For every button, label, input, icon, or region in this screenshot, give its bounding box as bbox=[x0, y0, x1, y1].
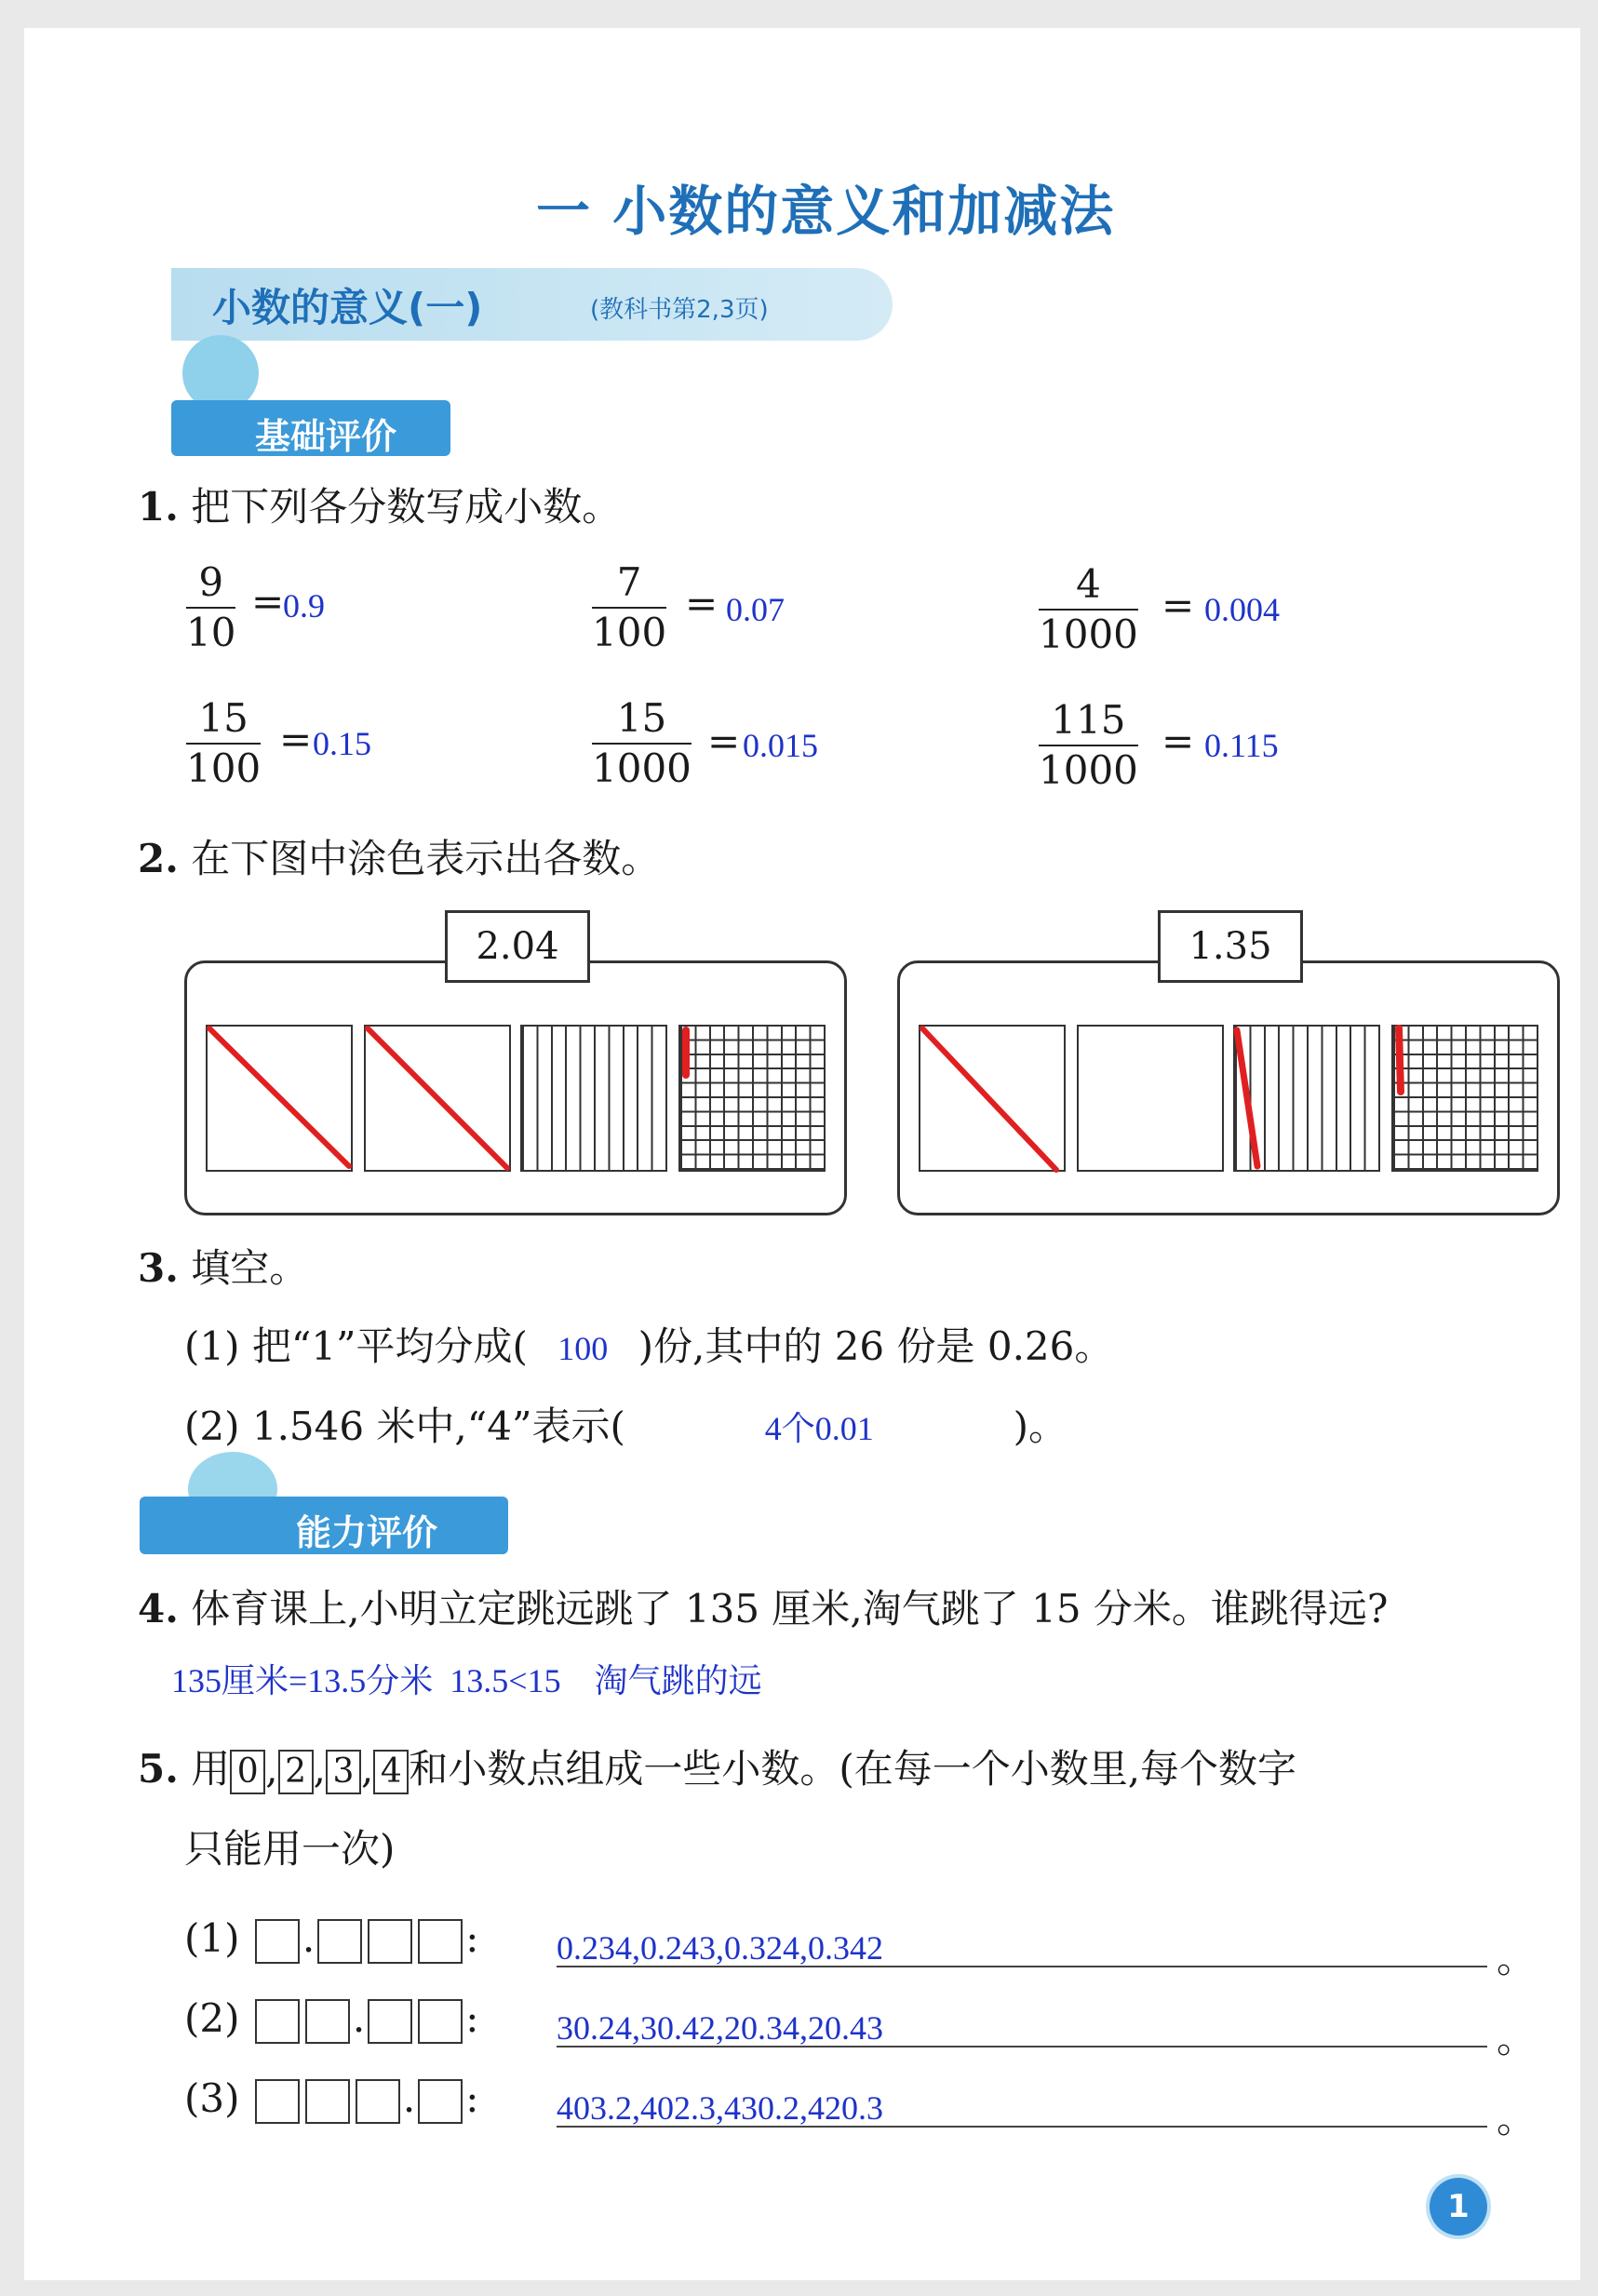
question-2 bbox=[138, 828, 660, 884]
equals-sign: = bbox=[1162, 718, 1195, 764]
equals-sign: = bbox=[685, 581, 718, 626]
question-2-text: 在下图中涂色表示出各数。 bbox=[191, 836, 661, 881]
digit-slot bbox=[305, 2079, 350, 2124]
equals-sign: = bbox=[707, 718, 741, 764]
basic-evaluation-badge bbox=[171, 400, 450, 456]
red-stroke-mark bbox=[209, 1028, 349, 1166]
digit-slot bbox=[305, 1999, 350, 2044]
question-5-suffix: 和小数点组成一些小数。(在每一个小数里,每个数字 bbox=[409, 1746, 1297, 1792]
number-label-left: 2.04 bbox=[445, 910, 590, 983]
ability-evaluation-label: 能力评价 bbox=[296, 1512, 438, 1553]
colon: : bbox=[465, 2075, 479, 2121]
end-mark: 。 bbox=[1497, 1936, 1537, 1981]
digit-slot bbox=[368, 1919, 412, 1964]
comma: , bbox=[360, 1746, 374, 1792]
fraction-1-answer: 0.9 bbox=[283, 587, 325, 624]
question-3-part-2 bbox=[184, 1396, 1068, 1452]
digit-slot bbox=[255, 2079, 300, 2124]
digit-slot bbox=[255, 1999, 300, 2044]
digit-card: 0 bbox=[230, 1750, 265, 1794]
question-2-number: 2. bbox=[138, 836, 179, 881]
question-4-number: 4. bbox=[138, 1586, 179, 1631]
red-stroke-mark bbox=[922, 1028, 1056, 1170]
fraction-1-numerator: 9 bbox=[186, 558, 235, 609]
section-title: 小数的意义(一) bbox=[212, 285, 483, 330]
comma: , bbox=[313, 1746, 326, 1792]
equals-sign: = bbox=[279, 717, 313, 762]
digit-slot bbox=[418, 2079, 463, 2124]
grid-panel-left bbox=[184, 960, 847, 1215]
fraction-4-denominator: 100 bbox=[186, 745, 262, 791]
question-5-part-3-answer: 403.2,402.3,430.2,420.3 bbox=[557, 2089, 883, 2127]
fraction-6-numerator: 115 bbox=[1039, 696, 1138, 746]
digit-slot bbox=[418, 1999, 463, 2044]
fraction-3 bbox=[1039, 560, 1138, 659]
digit-slot bbox=[368, 1999, 412, 2044]
end-mark: 。 bbox=[1497, 2096, 1537, 2142]
fraction-3-answer: 0.004 bbox=[1204, 591, 1280, 628]
fraction-5-numerator: 15 bbox=[592, 694, 692, 745]
digit-card: 4 bbox=[373, 1750, 409, 1794]
colon: : bbox=[465, 1915, 479, 1961]
fraction-5-answer: 0.015 bbox=[743, 727, 818, 764]
equals-sign: = bbox=[251, 579, 285, 624]
fraction-3-numerator: 4 bbox=[1039, 560, 1138, 611]
question-5-part-3 bbox=[184, 2075, 1537, 2142]
fraction-4 bbox=[186, 694, 261, 793]
grid-panel-right bbox=[897, 960, 1560, 1215]
question-4-answer[interactable]: 135厘米=13.5分米 13.5<15 淘气跳的远 bbox=[171, 1662, 762, 1699]
colon: : bbox=[465, 1995, 479, 2041]
question-3 bbox=[138, 1238, 308, 1294]
fraction-6-denominator: 1000 bbox=[1039, 747, 1138, 793]
fraction-2-answer: 0.07 bbox=[726, 591, 785, 628]
question-5-part-2 bbox=[184, 1995, 1537, 2061]
digit-card: 2 bbox=[278, 1750, 314, 1794]
question-5-part-1-answer: 0.234,0.243,0.324,0.342 bbox=[557, 1929, 883, 1967]
question-5-prefix: 用 bbox=[191, 1746, 231, 1792]
answer-line[interactable] bbox=[557, 1923, 1487, 1967]
equals-sign: = bbox=[1162, 583, 1195, 628]
question-3-part-1-suffix: )份,其中的 26 份是 0.26。 bbox=[638, 1323, 1114, 1369]
fraction-2-denominator: 100 bbox=[592, 610, 667, 655]
digit-card: 3 bbox=[326, 1750, 361, 1794]
question-3-part-2-prefix: (2) 1.546 米中,“4”表示( bbox=[184, 1403, 625, 1449]
question-5 bbox=[138, 1739, 1552, 1794]
question-4-text: 体育课上,小明立定跳远跳了 135 厘米,淘气跳了 15 分米。谁跳得远? bbox=[191, 1586, 1389, 1631]
fraction-1 bbox=[186, 558, 235, 657]
question-3-part-1-answer[interactable]: 100 bbox=[557, 1330, 609, 1367]
left-red-marks bbox=[187, 963, 844, 1213]
part-label: (3) bbox=[184, 2075, 240, 2121]
fraction-5 bbox=[592, 694, 692, 793]
decimal-point: . bbox=[302, 1915, 316, 1961]
workbook-page bbox=[24, 28, 1580, 2280]
basic-evaluation-label: 基础评价 bbox=[255, 416, 397, 457]
fraction-4-numerator: 15 bbox=[186, 694, 261, 745]
decimal-point: . bbox=[402, 2075, 416, 2121]
question-5-number: 5. bbox=[138, 1746, 179, 1792]
question-1-text: 把下列各分数写成小数。 bbox=[191, 484, 622, 530]
question-3-part-2-suffix: )。 bbox=[1013, 1403, 1068, 1449]
digit-slot bbox=[418, 1919, 463, 1964]
chapter-title: 一 小数的意义和加减法 bbox=[536, 180, 1116, 243]
red-stroke-mark bbox=[368, 1028, 507, 1168]
decimal-point: . bbox=[352, 1995, 366, 2041]
red-stroke-mark bbox=[1399, 1028, 1401, 1092]
digit-slot bbox=[317, 1919, 362, 1964]
answer-line[interactable] bbox=[557, 2083, 1487, 2128]
question-3-part-1 bbox=[184, 1316, 1113, 1372]
answer-line[interactable] bbox=[557, 2003, 1487, 2048]
fraction-5-denominator: 1000 bbox=[592, 745, 692, 791]
question-4 bbox=[138, 1578, 1552, 1634]
question-5-part-1 bbox=[184, 1915, 1537, 1981]
fraction-3-denominator: 1000 bbox=[1039, 611, 1138, 657]
question-1-number: 1. bbox=[138, 484, 179, 530]
fraction-6-answer: 0.115 bbox=[1204, 727, 1279, 764]
fraction-1-denominator: 10 bbox=[186, 610, 236, 655]
fraction-6 bbox=[1039, 696, 1138, 795]
digit-slot bbox=[356, 2079, 400, 2124]
red-stroke-mark bbox=[1237, 1030, 1257, 1166]
fraction-4-answer: 0.15 bbox=[313, 725, 371, 762]
right-red-marks bbox=[900, 963, 1557, 1213]
question-1 bbox=[138, 477, 621, 532]
part-label: (1) bbox=[184, 1915, 240, 1961]
fraction-2 bbox=[592, 558, 666, 657]
ability-evaluation-badge bbox=[140, 1497, 508, 1554]
comma: , bbox=[265, 1746, 278, 1792]
end-mark: 。 bbox=[1497, 2016, 1537, 2061]
question-5-part-2-answer: 30.24,30.42,20.34,20.43 bbox=[557, 2009, 883, 2047]
question-3-part-1-prefix: (1) 把“1”平均分成( bbox=[184, 1323, 528, 1369]
number-label-right: 1.35 bbox=[1158, 910, 1303, 983]
section-pages: (教科书第2,3页) bbox=[590, 296, 769, 324]
section-banner bbox=[171, 268, 893, 341]
digit-slot bbox=[255, 1919, 300, 1964]
part-label: (2) bbox=[184, 1995, 240, 2041]
question-3-part-2-answer[interactable]: 4个0.01 bbox=[764, 1410, 874, 1447]
question-3-number: 3. bbox=[138, 1245, 179, 1291]
question-3-text: 填空。 bbox=[191, 1245, 309, 1291]
page-number: 1 bbox=[1430, 2178, 1487, 2236]
question-5-line-2: 只能用一次) bbox=[184, 1826, 396, 1872]
fraction-2-numerator: 7 bbox=[592, 558, 666, 609]
